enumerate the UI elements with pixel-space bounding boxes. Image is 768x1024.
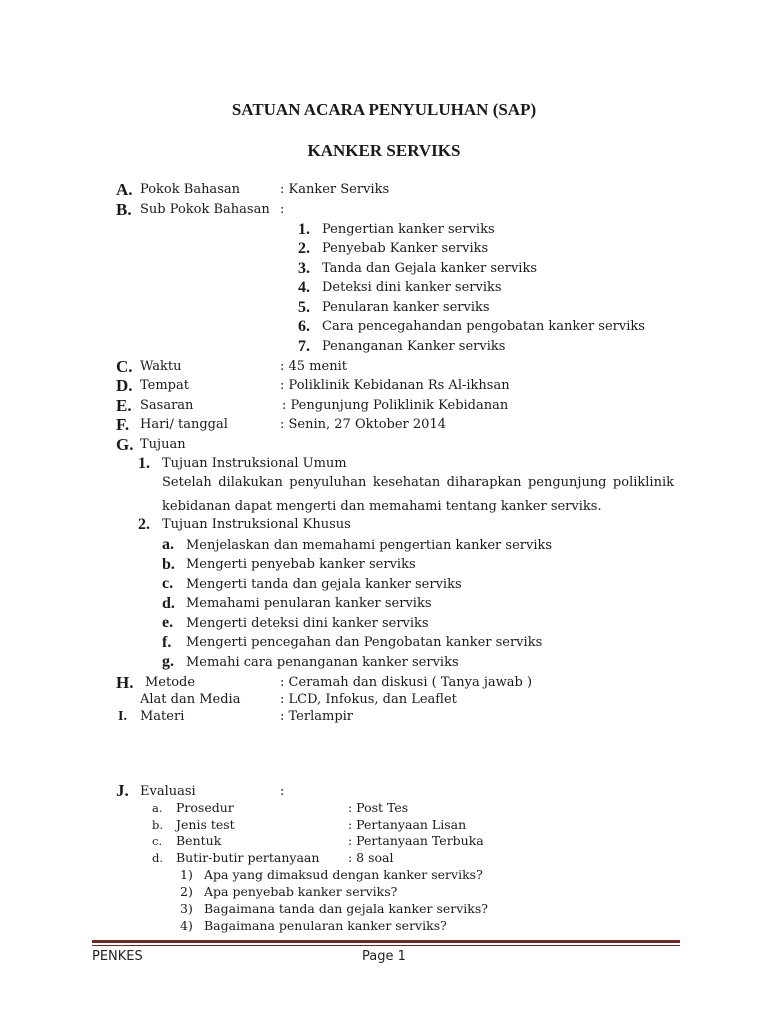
specific-objective-letter: c. [162,575,174,592]
specific-objective-letter: g. [162,653,174,670]
sub-topic-number: 7. [298,338,310,355]
doc-title: SATUAN ACARA PENYULUHAN (SAP) [231,100,537,119]
sub-topic-number: 6. [298,318,310,335]
evaluation-value: : Post Tes [348,800,409,815]
evaluation-label: Jenis test [176,817,235,832]
section-f-label: Hari/ tanggal [140,417,228,432]
section-h-value: : Ceramah dan diskusi ( Tanya jawab ) [280,675,533,690]
section-c-letter: C. [116,357,133,376]
specific-objective-letter: f. [162,634,172,651]
general-objective-heading: Tujuan Instruksional Umum [162,456,347,471]
sub-topic-text: Deteksi dini kanker serviks [322,280,502,295]
section-i-value: : Terlampir [280,709,354,724]
evaluation-label: Prosedur [176,800,234,815]
general-objective-paragraph-cont: kebidanan dapat mengerti dan memahami tentang kanker serviks. [162,499,602,514]
sub-topic-text: Pengertian kanker serviks [322,222,495,237]
section-j-label: Evaluasi [140,784,196,799]
specific-objective-text: Memahi cara penanganan kanker serviks [186,655,459,670]
section-h-label: Metode [145,675,196,690]
section-a-value: : Kanker Serviks [280,182,390,197]
footer-left: PENKES [92,949,143,964]
question-text: Apa penyebab kanker serviks? [204,884,398,899]
sub-topic-text: Cara pencegahandan pengobatan kanker serviks [322,319,645,334]
sub-topic-text: Penularan kanker serviks [322,300,490,315]
section-e-value: : Pengunjung Poliklinik Kebidanan [282,398,509,413]
sub-topic-text: Tanda dan Gejala kanker serviks [322,261,538,276]
general-objective-paragraph: Setelah dilakukan penyuluhan kesehatan diharapkan pengunjung poliklinik [162,475,674,490]
sub-topic-number: 3. [298,260,310,277]
evaluation-value: : Pertanyaan Terbuka [348,833,484,848]
evaluation-label: Bentuk [176,833,222,848]
specific-objective-text: Menjelaskan dan memahami pengertian kanker serviks [186,538,553,553]
section-f-letter: F. [116,415,130,434]
evaluation-letter: a. [152,801,163,815]
objective-number: 2. [138,516,150,533]
sub-topic-text: Penanganan Kanker serviks [322,339,506,354]
specific-objective-text: Mengerti deteksi dini kanker serviks [186,616,429,631]
question-text: Apa yang dimaksud dengan kanker serviks? [204,867,483,882]
question-number: 1) [180,867,193,882]
sub-topic-text: Penyebab Kanker serviks [322,241,489,256]
doc-subtitle: KANKER SERVIKS [307,141,461,160]
page-number: Page 1 [362,949,406,964]
sub-topic-number: 5. [298,299,310,316]
specific-objective-text: Memahami penularan kanker serviks [186,596,432,611]
media-label: Alat dan Media [140,692,241,707]
question-text: Bagaimana tanda dan gejala kanker serviks? [204,901,488,916]
section-g-letter: G. [116,435,134,454]
section-a-label: Pokok Bahasan [140,182,240,197]
section-e-label: Sasaran [140,398,194,413]
section-i-label: Materi [140,709,185,724]
specific-objective-letter: e. [162,614,174,631]
question-number: 3) [180,901,193,916]
specific-objective-letter: a. [162,536,174,553]
section-j-value: : [280,784,285,799]
section-d-value: : Poliklinik Kebidanan Rs Al-ikhsan [280,378,510,393]
section-b-letter: B. [116,200,132,219]
evaluation-label: Butir-butir pertanyaan [176,850,320,865]
section-b-label: Sub Pokok Bahasan [140,202,270,217]
section-h-letter: H. [116,673,134,692]
evaluation-value: : 8 soal [348,850,394,865]
section-c-value: : 45 menit [280,359,347,374]
section-f-value: : Senin, 27 Oktober 2014 [280,417,446,432]
section-d-letter: D. [116,376,133,395]
section-d-label: Tempat [140,378,189,393]
section-a-letter: A. [116,180,133,199]
section-c-label: Waktu [140,359,182,374]
evaluation-letter: d. [152,851,164,865]
section-i-letter: I. [118,709,127,724]
evaluation-letter: c. [152,834,163,848]
specific-objective-letter: d. [162,595,175,612]
specific-objective-text: Mengerti pencegahan dan Pengobatan kanker serviks [186,635,543,650]
objective-number: 1. [138,455,150,472]
footer-rule-thin [92,945,680,946]
question-text: Bagaimana penularan kanker serviks? [204,918,447,933]
section-b-value: : [280,202,285,217]
section-e-letter: E. [116,396,132,415]
question-number: 4) [180,918,193,933]
specific-objective-text: Mengerti penyebab kanker serviks [186,557,416,572]
media-value: : LCD, Infokus, dan Leaflet [280,692,457,707]
question-number: 2) [180,884,193,899]
sub-topic-number: 4. [298,279,310,296]
sub-topic-number: 2. [298,240,310,257]
specific-objective-text: Mengerti tanda dan gejala kanker serviks [186,577,462,592]
section-g-label: Tujuan [140,437,186,452]
evaluation-value: : Pertanyaan Lisan [348,817,467,832]
evaluation-letter: b. [152,818,164,832]
footer-rule-thick [92,940,680,943]
specific-objective-letter: b. [162,556,175,573]
section-j-letter: J. [116,781,129,800]
specific-objective-heading: Tujuan Instruksional Khusus [162,517,351,532]
sub-topic-number: 1. [298,221,310,238]
